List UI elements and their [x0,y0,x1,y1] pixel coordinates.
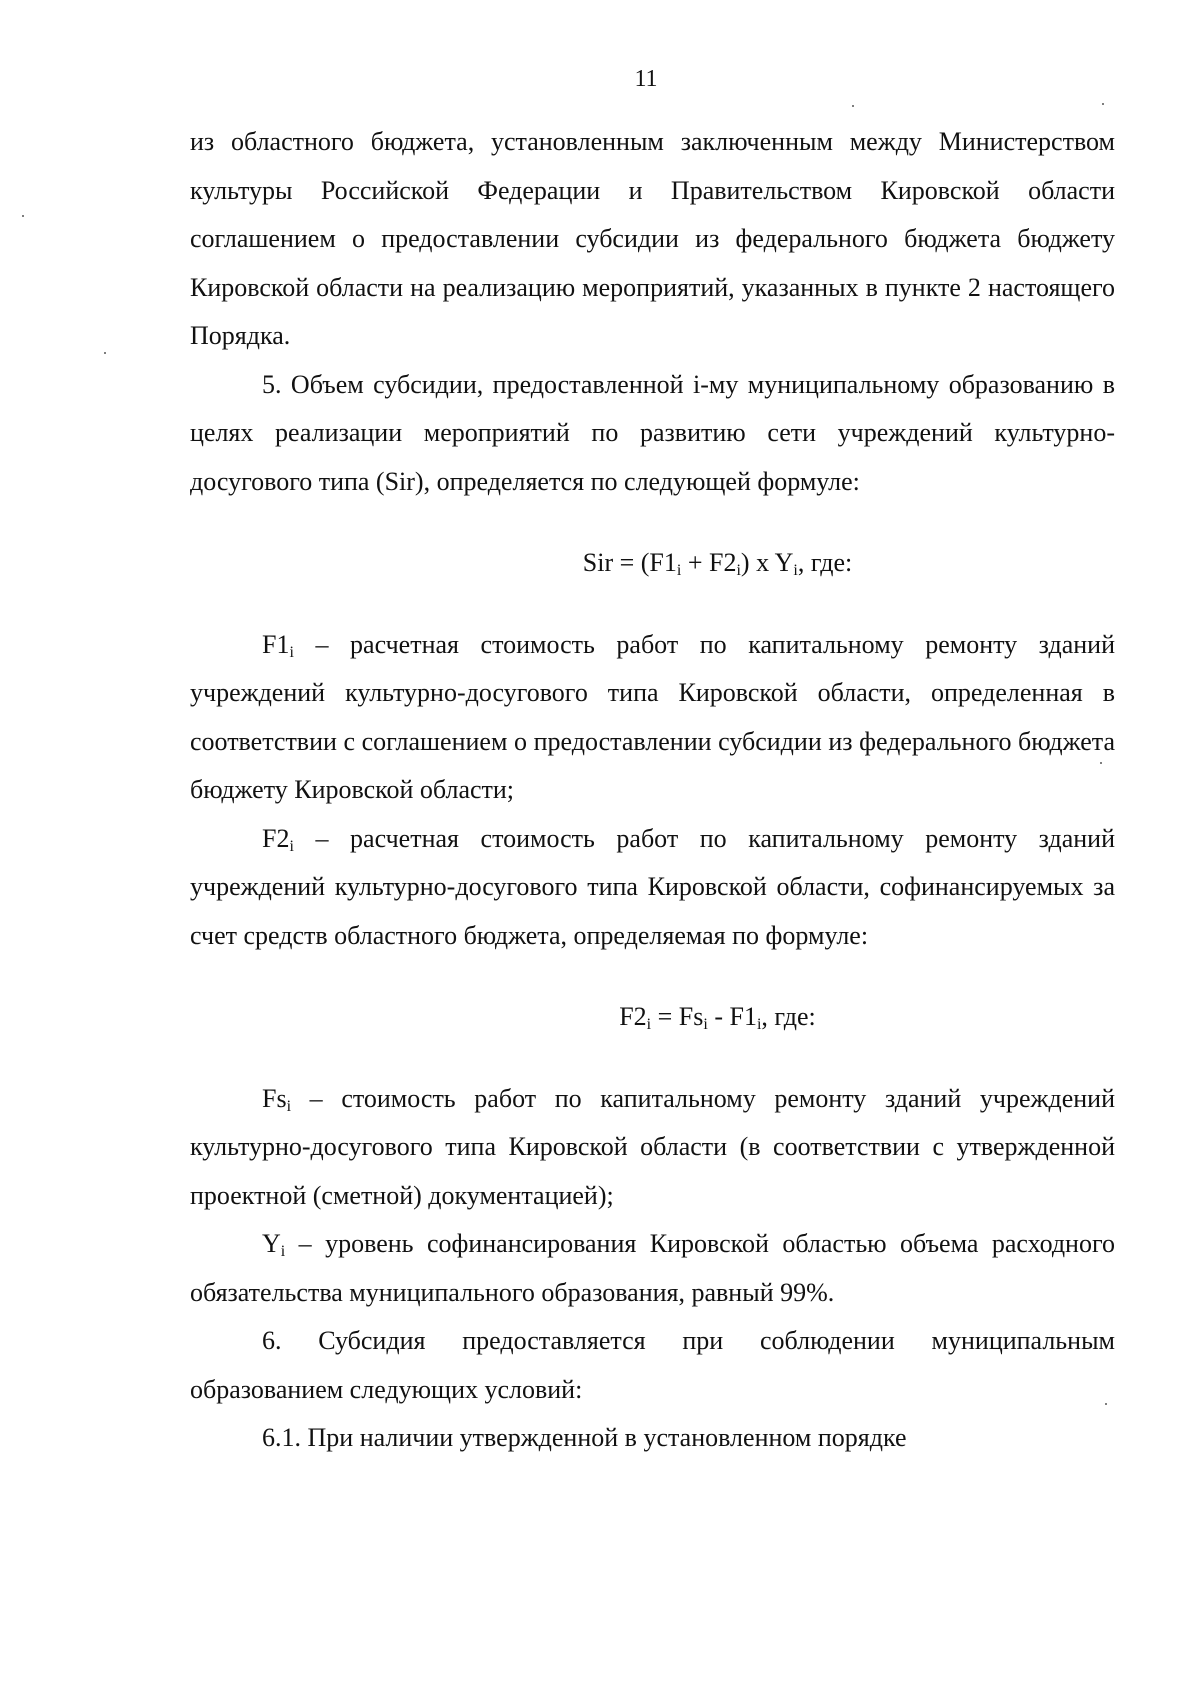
spacer [190,506,1115,539]
formula-f2-lhs: F2 [619,1002,647,1031]
subscript-i: i [756,1016,762,1033]
spacer [190,1042,1115,1075]
formula-f2-minus: - F1 [707,1002,757,1031]
subscript-i: i [289,643,294,661]
formula-sir-lhs: Sir = (F1 [582,548,677,577]
paragraph-6-conditions: 6. Субсидия предоставляется при соблюдении муниципальным образованием следующих условий: [190,1326,1115,1404]
paragraph-f2-definition [190,815,1115,961]
formula-sir-plus: + F2 [681,548,737,577]
fs-definition-text: – стоимость работ по капитальному ремонту зданий учреждений культурно-досугового типа Кировской области (в соответствии с утвержденной проектной (сметной) документацией); [190,1083,1115,1210]
y-definition-text: – уровень софинансирования Кировской областью объема расходного обязательства муниципального образования, равный 99%. [190,1229,1115,1307]
formula-sir-close: ) x Y [740,548,794,577]
spacer [190,588,1115,621]
paragraph-6-1: 6.1. При наличии утвержденной в установленном порядке [262,1423,907,1452]
paragraph-f1-definition [190,621,1115,815]
subscript-i: i [280,1243,286,1260]
symbol-fs: Fs [262,1083,287,1113]
document-body [190,118,1115,1463]
scan-speck [1105,1403,1107,1405]
scan-speck [1102,103,1104,105]
formula-sir-tail: , где: [797,548,853,577]
formula-f2-tail: , где: [761,1002,816,1031]
subscript-i: i [286,1097,292,1115]
symbol-y: Y [262,1229,281,1258]
scan-speck [1100,762,1102,764]
f1-definition-text: – расчетная стоимость работ по капитальному ремонту зданий учреждений культурно-досугового типа Кировской области, определенная в соответствии с соглашением о предоставлении субсидии из федерального бюджета бюджету Кировской области; [190,629,1115,804]
formula-sir [190,539,1115,588]
formula-f2-eq: = Fs [651,1002,704,1031]
formula-f2 [190,993,1115,1042]
paragraph-fs-definition [190,1075,1115,1221]
paragraph-y-definition [190,1220,1115,1317]
symbol-f2: F2 [262,823,290,853]
subscript-i: i [736,562,741,579]
scan-speck [22,215,24,217]
paragraph-budget-agreement: из областного бюджета, установленным заключенным между Министерством культуры Российской Федерации и Правительством Кировской области соглашением о предоставлении субсидии из федерального бюджета бюджету Кировской области на реализацию мероприятий, указанных в пункте 2 настоящего Порядка. [190,127,1115,350]
symbol-f1: F1 [262,629,290,659]
scan-speck [852,105,854,107]
f2-definition-text: – расчетная стоимость работ по капитальному ремонту зданий учреждений культурно-досугового типа Кировской области, софинансируемых за счет средств областного бюджета, определяемая по формуле: [190,823,1115,950]
subscript-i: i [793,562,798,579]
subscript-i: i [646,1016,652,1033]
spacer [190,960,1115,993]
subscript-i: i [289,837,294,855]
scan-speck [104,352,106,354]
page-number: 11 [634,66,658,92]
paragraph-5-subsidy-volume: 5. Объем субсидии, предоставленной i-му муниципальному образованию в целях реализации мероприятий по развитию сети учреждений культурно-досугового типа (Sir), определяется по следующей формуле: [190,369,1115,496]
subscript-i: i [676,562,682,579]
subscript-i: i [703,1016,708,1033]
